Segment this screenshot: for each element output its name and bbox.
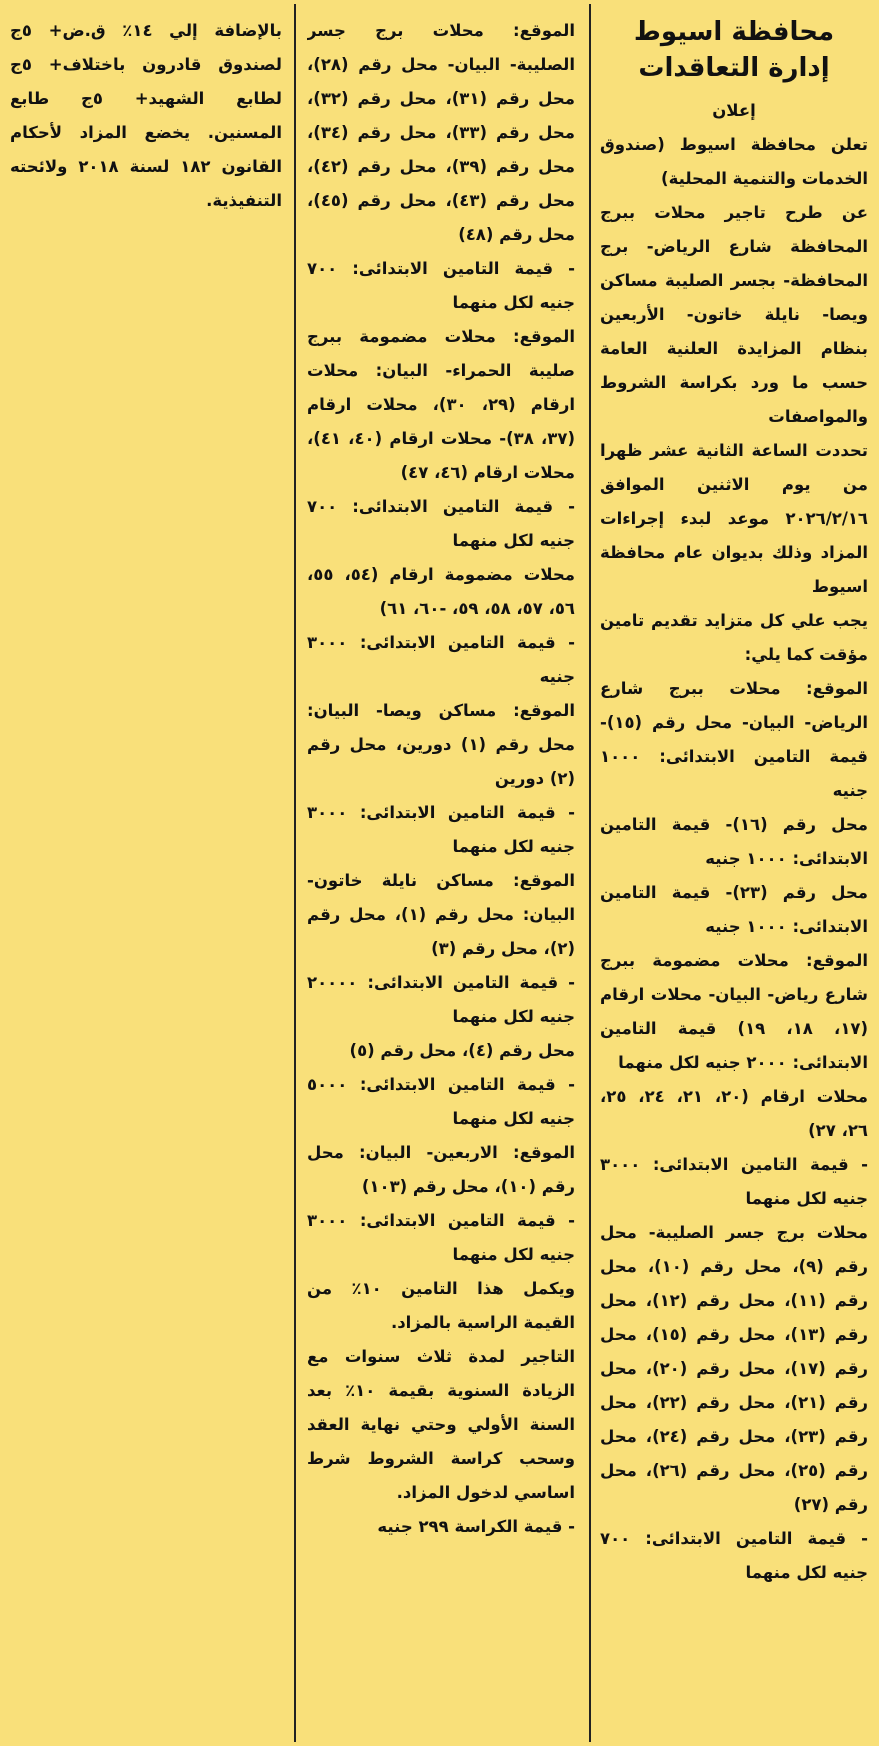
paragraph: تحددت الساعة الثانية عشر ظهرا من يوم الاثنين الموافق ٢٠٢٦/٢/١٦ موعد لبدء إجراءات المزاد وذلك بديوان عام محافظة اسيوط [600,441,868,596]
paragraph: - قيمة الكراسة ٢٩٩ جنيه [377,1517,575,1536]
paragraph: محل رقم (٤)، محل رقم (٥) [349,1041,575,1060]
paragraph: الموقع: محلات مضمومة ببرج شارع رياض- البيان- محلات ارقام (١٧، ١٨، ١٩) قيمة التامين الابتدائى: ٢٠٠٠ جنيه لكل منهما [600,951,868,1072]
governorate-title: محافظة اسيوط [633,17,835,47]
paragraph: الموقع: محلات برج جسر الصليبة- البيان- محل رقم (٢٨)، محل رقم (٣١)، محل رقم (٣٢)، محل رقم (٣٣)، محل رقم (٣٤)، محل رقم (٣٩)، محل رقم (٤٢)، محل رقم (٤٣)، محل رقم (٤٥)، محل رقم (٤٨) [307,21,575,244]
paragraph: التاجير لمدة ثلاث سنوات مع الزيادة السنوية بقيمة ١٠٪ بعد السنة الأولي وحتي نهاية العقد وسحب كراسة الشروط شرط اساسي لدخول المزاد. [307,1347,575,1502]
paragraph: ويكمل هذا التامين ١٠٪ من القيمة الراسية بالمزاد. [307,1279,575,1332]
paragraph: - قيمة التامين الابتدائى: ٢٠٠٠٠ جنيه لكل منهما [307,973,575,1026]
paragraph: الموقع: الاربعين- البيان: محل رقم (١٠)، محل رقم (١٠٣) [307,1143,575,1196]
paragraph: محلات مضمومة ارقام (٥٤، ٥٥، ٥٦، ٥٧، ٥٨، ٥٩، -٦٠، ٦١) [307,565,575,618]
paragraph: - قيمة التامين الابتدائى: ٣٠٠٠ جنيه لكل منهما [600,1155,868,1208]
paragraph: تعلن محافظة اسيوط (صندوق الخدمات والتنمية المحلية) [600,135,868,188]
column-1 [600,14,868,1736]
paragraph: - قيمة التامين الابتدائى: ٧٠٠ جنيه لكل منهما [307,497,575,550]
paragraph: - قيمة التامين الابتدائى: ٣٠٠٠ جنيه لكل منهما [307,803,575,856]
paragraph: - قيمة التامين الابتدائى: ٣٠٠٠ جنيه لكل منهما [307,1211,575,1264]
paragraph: الموقع: مساكن ويصا- البيان: محل رقم (١) دورين، محل رقم (٢) دورين [307,701,575,788]
paragraph: محلات ارقام (٢٠، ٢١، ٢٤، ٢٥، ٢٦، ٢٧) [600,1087,868,1140]
paragraph: - قيمة التامين الابتدائى: ٧٠٠ جنيه لكل منهما [600,1529,868,1582]
paragraph: الموقع: محلات مضمومة ببرج صليبة الحمراء- البيان: محلات ارقام (٢٩، ٣٠)، محلات ارقام (٣٧، ٣٨)- محلات ارقام (٤٠، ٤١)، محلات ارقام (٤٦، ٤٧) [307,327,575,482]
paragraph: - قيمة التامين الابتدائى: ٧٠٠ جنيه لكل منهما [307,259,575,312]
paragraph: محل رقم (٢٣)- قيمة التامين الابتدائى: ١٠٠٠ جنيه [600,883,868,936]
column-divider [294,4,296,1742]
paragraph: عن طرح تاجير محلات ببرج المحافظة شارع الرياض- برج المحافظة- بجسر الصليبة مساكن ويصا- نايلة خاتون- الأربعين بنظام المزايدة العلنية العامة حسب ما ورد بكراسة الشروط والمواصفات [600,203,868,426]
paragraph: - قيمة التامين الابتدائى: ٣٠٠٠ جنيه [307,633,575,686]
column-divider [589,4,591,1742]
department-title: إدارة التعاقدات [638,53,830,83]
column-2 [307,14,575,1736]
notice-label: إعلان [712,101,756,120]
paragraph: بالإضافة إلي ١٤٪ ق.ض+ ٥ج لصندوق قادرون باختلاف+ ٥ج لطابع الشهيد+ ٥ج طابع المسنين. يخضع المزاد لأحكام القانون ١٨٢ لسنة ٢٠١٨ ولائحته التنفيذية. [10,21,282,210]
paragraph: - قيمة التامين الابتدائى: ٥٠٠٠ جنيه لكل منهما [307,1075,575,1128]
paragraph: محلات برج جسر الصليبة- محل رقم (٩)، محل رقم (١٠)، محل رقم (١١)، محل رقم (١٢)، محل رقم (١٣)، محل رقم (١٥)، محل رقم (١٧)، محل رقم (٢٠)، محل رقم (٢١)، محل رقم (٢٢)، محل رقم (٢٣)، محل رقم (٢٤)، محل رقم (٢٥)، محل رقم (٢٦)، محل رقم (٢٧) [600,1223,868,1514]
column-3 [10,14,282,1736]
paragraph: الموقع: محلات ببرج شارع الرياض- البيان- محل رقم (١٥)- قيمة التامين الابتدائى: ١٠٠٠ جنيه [600,679,868,800]
paragraph: الموقع: مساكن نايلة خاتون- البيان: محل رقم (١)، محل رقم (٢)، محل رقم (٣) [307,871,575,958]
paragraph: يجب علي كل متزايد تقديم تامين مؤقت كما يلي: [600,611,868,664]
paragraph: محل رقم (١٦)- قيمة التامين الابتدائى: ١٠٠٠ جنيه [600,815,868,868]
